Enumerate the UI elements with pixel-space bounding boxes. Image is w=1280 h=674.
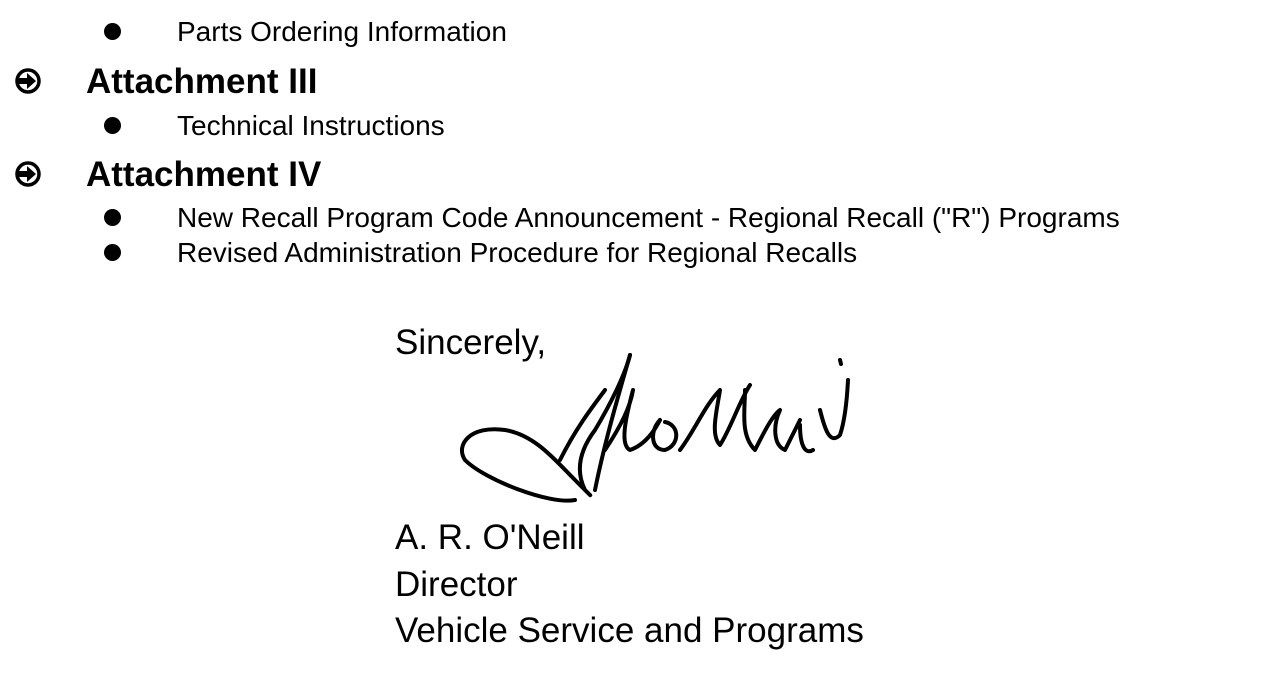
list-item-text: Revised Administration Procedure for Regional Recalls <box>177 237 858 268</box>
circled-arrow-icon <box>15 68 41 94</box>
bullet-icon <box>104 23 121 40</box>
bullet-icon <box>104 244 121 261</box>
circled-arrow-icon <box>15 161 41 187</box>
salutation: Sincerely, <box>395 323 547 362</box>
list-item-text: Parts Ordering Information <box>177 16 507 47</box>
attachment-title: Attachment III <box>86 62 318 101</box>
bullet-icon <box>104 117 121 134</box>
signer-title: Director <box>395 565 518 604</box>
attachment-title: Attachment IV <box>86 155 322 194</box>
signer-department: Vehicle Service and Programs <box>395 611 864 650</box>
handwritten-signature <box>455 350 865 520</box>
list-item-text: Technical Instructions <box>177 110 445 141</box>
signer-name: A. R. O'Neill <box>395 518 585 557</box>
bullet-icon <box>104 209 121 226</box>
list-item-text: New Recall Program Code Announcement - Regional Recall ("R") Programs <box>177 202 1120 233</box>
